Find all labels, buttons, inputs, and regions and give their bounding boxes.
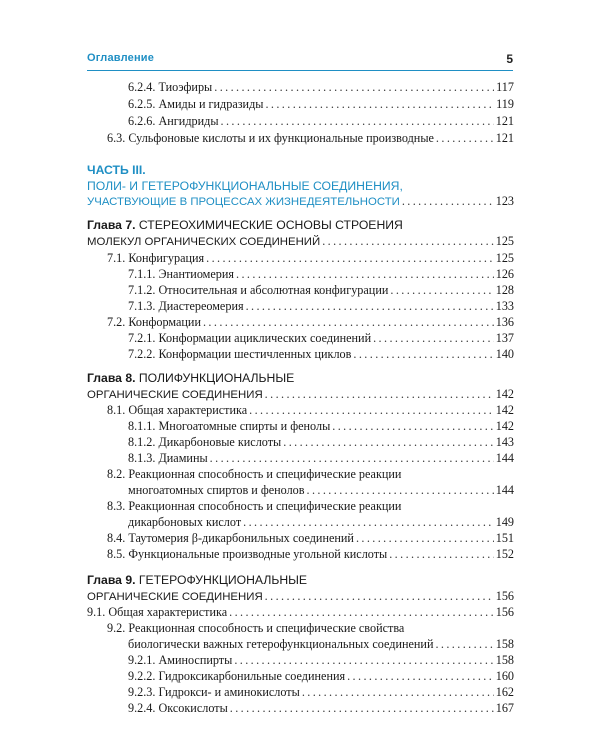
toc-entry[interactable]: 9.1. Общая характеристика ..... 156 xyxy=(87,604,514,620)
toc-entry-line: 8.2. Реакционная способность и специфические реакции xyxy=(107,467,402,481)
toc-entry-chapter[interactable]: МОЛЕКУЛ ОРГАНИЧЕСКИХ СОЕДИНЕНИЙ ..... 125 xyxy=(87,233,514,249)
toc-entry[interactable]: 9.2.4. Оксокислоты ..... 167 xyxy=(128,700,514,716)
chapter-heading: Глава 8. ПОЛИФУНКЦИОНАЛЬНЫЕ xyxy=(87,371,295,385)
toc-entry[interactable]: 8.5. Функциональные производные угольной кислоты ..... 152 xyxy=(107,546,514,562)
toc-entry[interactable]: 7.2. Конформации ..... 136 xyxy=(107,314,514,330)
header-title: Оглавление xyxy=(87,52,155,64)
toc-entry[interactable]: 9.2.2. Гидроксикарбонильные соединения ..... 160 xyxy=(128,668,514,684)
toc-entry[interactable]: многоатомных спиртов и фенолов ..... 144 xyxy=(128,482,514,498)
toc-entry-part[interactable]: УЧАСТВУЮЩИЕ В ПРОЦЕССАХ ЖИЗНЕДЕЯТЕЛЬНОСТИ ..... 123 xyxy=(87,193,514,209)
toc-entry[interactable]: 7.1.3. Диастереомерия ..... 133 xyxy=(128,298,514,314)
chapter-heading: Глава 9. ГЕТЕРОФУНКЦИОНАЛЬНЫЕ xyxy=(87,573,308,587)
toc-entry[interactable]: 8.1.2. Дикарбоновые кислоты ..... 143 xyxy=(128,434,514,450)
toc-entry-line: 9.2. Реакционная способность и специфические свойства xyxy=(107,621,405,635)
toc-entry[interactable]: 9.2.3. Гидрокси- и аминокислоты ..... 162 xyxy=(128,684,514,700)
toc-entry[interactable]: 6.2.4. Тиоэфиры ..... 117 xyxy=(128,79,514,95)
toc-entry[interactable]: 8.1. Общая характеристика ..... 142 xyxy=(107,402,514,418)
toc-entry[interactable]: 6.2.5. Амиды и гидразиды ..... 119 xyxy=(128,96,514,112)
toc-entry[interactable]: 8.1.3. Диамины ..... 144 xyxy=(128,450,514,466)
toc-entry[interactable]: 7.1. Конфигурация ..... 125 xyxy=(107,250,514,266)
toc-entry[interactable]: 7.2.2. Конформации шестичленных циклов ..... 140 xyxy=(128,346,514,362)
toc-entry-line: 8.3. Реакционная способность и специфические реакции xyxy=(107,499,402,513)
toc-entry[interactable]: 7.1.2. Относительная и абсолютная конфигурации ..... 128 xyxy=(128,282,514,298)
toc-entry[interactable]: дикарбоновых кислот ..... 149 xyxy=(128,514,514,530)
toc-entry-chapter[interactable]: ОРГАНИЧЕСКИЕ СОЕДИНЕНИЯ ..... 156 xyxy=(87,588,514,604)
page-number: 5 xyxy=(506,52,513,66)
toc-entry[interactable]: 7.2.1. Конформации ациклических соединений ..... 137 xyxy=(128,330,514,346)
chapter-heading: Глава 7. СТЕРЕОХИМИЧЕСКИЕ ОСНОВЫ СТРОЕНИЯ xyxy=(87,218,403,232)
toc-entry[interactable]: биологически важных гетерофункциональных соединений ..... 158 xyxy=(128,636,514,652)
toc-entry[interactable]: 8.1.1. Многоатомные спирты и фенолы ..... 142 xyxy=(128,418,514,434)
part-heading: ЧАСТЬ III. xyxy=(87,163,146,177)
toc-entry[interactable]: 6.2.6. Ангидриды ..... 121 xyxy=(128,113,514,129)
toc-entry[interactable]: 6.3. Сульфоновые кислоты и их функциональные производные ..... 121 xyxy=(107,130,514,146)
part-title-line: ПОЛИ- И ГЕТЕРОФУНКЦИОНАЛЬНЫЕ СОЕДИНЕНИЯ, xyxy=(87,179,403,193)
toc-entry[interactable]: 8.4. Таутомерия β-дикарбонильных соединений ..... 151 xyxy=(107,530,514,546)
toc-entry[interactable]: 7.1.1. Энантиомерия ..... 126 xyxy=(128,266,514,282)
toc-entry[interactable]: 9.2.1. Аминоспирты ..... 158 xyxy=(128,652,514,668)
toc-entry-chapter[interactable]: ОРГАНИЧЕСКИЕ СОЕДИНЕНИЯ ..... 142 xyxy=(87,386,514,402)
